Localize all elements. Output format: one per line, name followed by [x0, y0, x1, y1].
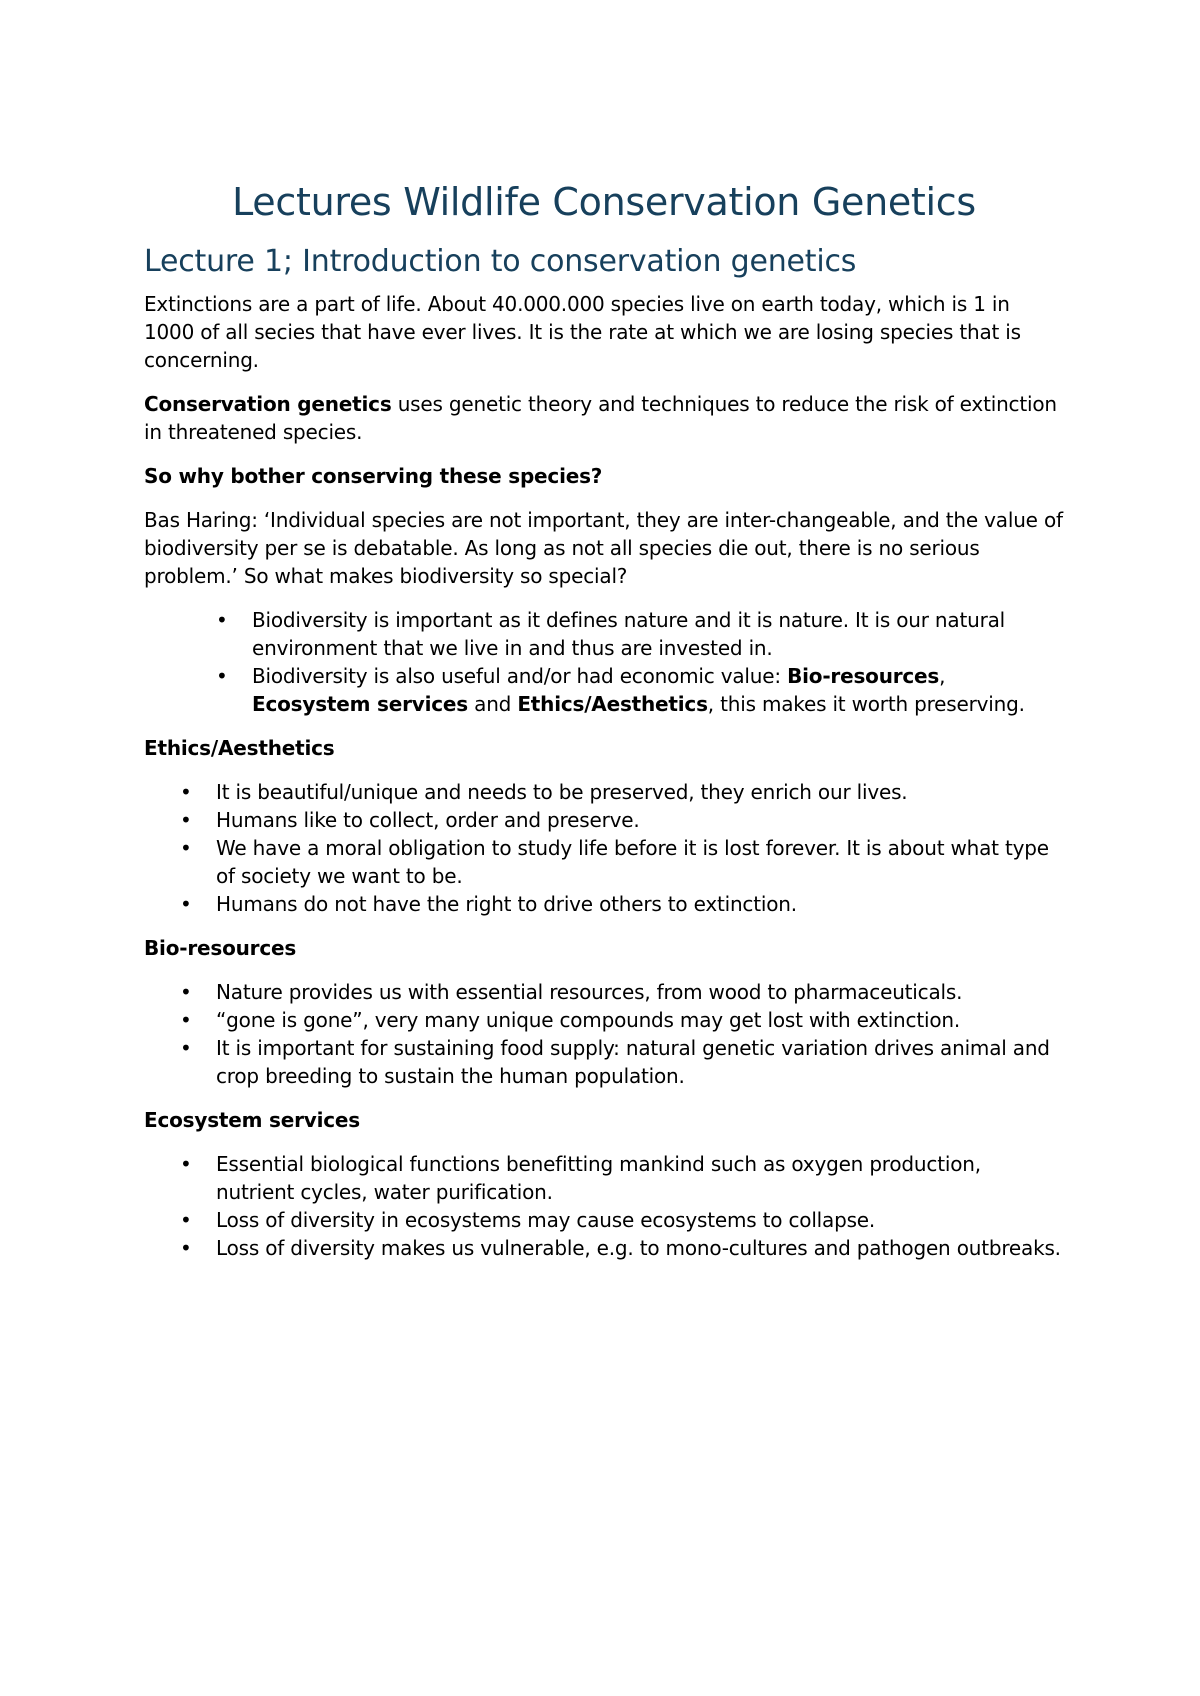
bullet-icon: • [180, 808, 192, 832]
quote-paragraph: Bas Haring: ‘Individual species are not important, they are inter-changeable, and the value of biodiversity per se is debatable. As long as not all species die out, there is no serious problem.’ So what makes biodiversity so special? [144, 508, 1063, 588]
intro-paragraph: Extinctions are a part of life. About 40.000.000 species live on earth today, which is 1 in 1000 of all secies that have ever lives. It is the rate at which we are losing species that is concerning. [144, 292, 1021, 372]
list-item-text: We have a moral obligation to study life before it is lost forever. It is about what type of society we want to be. [216, 836, 1049, 888]
list-item [144, 806, 1064, 834]
bold-term-bioresources: Bio-resources [787, 664, 940, 688]
ethics-list [144, 778, 1064, 918]
list-item [144, 890, 1064, 918]
list-item-text: Biodiversity is important as it defines nature and it is nature. It is our natural environment that we live in and thus are invested in. [252, 608, 1006, 660]
list-item [144, 1150, 1064, 1206]
list-item [144, 1034, 1064, 1090]
bullet-icon: • [180, 1036, 192, 1060]
bullet-icon: • [180, 780, 192, 804]
list-item [144, 778, 1064, 806]
list-item [144, 662, 1064, 718]
lecture-heading: Lecture 1; Introduction to conservation genetics [144, 244, 857, 279]
list-item-text: Loss of diversity in ecosystems may cause ecosystems to collapse. [216, 1208, 876, 1232]
list-item-text: It is beautiful/unique and needs to be preserved, they enrich our lives. [216, 780, 908, 804]
list-item [144, 1006, 1064, 1034]
list-item-text: “gone is gone”, very many unique compounds may get lost with extinction. [216, 1008, 960, 1032]
separator-text: , [939, 664, 946, 688]
list-item-text: Humans like to collect, order and preserve. [216, 808, 640, 832]
list-item-text: Nature provides us with essential resources, from wood to pharmaceuticals. [216, 980, 963, 1004]
conservation-definition: uses genetic theory and techniques to reduce the risk of extinction in threatened species. [144, 392, 1057, 444]
bullet-icon: • [216, 664, 228, 688]
bioresources-list [144, 978, 1064, 1090]
bullet-icon: • [180, 1152, 192, 1176]
list-item [144, 1234, 1064, 1262]
conservation-term: Conservation genetics [144, 392, 392, 416]
bold-term-ethics: Ethics/Aesthetics [517, 692, 708, 716]
ecosystem-heading: Ecosystem services [144, 1108, 360, 1132]
document-title: Lectures Wildlife Conservation Genetics [232, 180, 976, 224]
conservation-paragraph [144, 390, 1064, 446]
list-item-text: It is important for sustaining food supply: natural genetic variation drives animal and crop breeding to sustain the human population. [216, 1036, 1050, 1088]
bullet-icon: • [216, 608, 228, 632]
bullet-icon: • [180, 836, 192, 860]
list-item-text: Essential biological functions benefitting mankind such as oxygen production, nutrient cycles, water purification. [216, 1152, 981, 1204]
list-item-text: , this makes it worth preserving. [707, 692, 1025, 716]
list-item-text: Loss of diversity makes us vulnerable, e.g. to mono-cultures and pathogen outbreaks. [216, 1236, 1061, 1260]
bullet-icon: • [180, 892, 192, 916]
list-item [144, 834, 1064, 890]
bioresources-heading: Bio-resources [144, 936, 297, 960]
question-heading: So why bother conserving these species? [144, 464, 603, 488]
bullet-icon: • [180, 980, 192, 1004]
list-item [144, 1206, 1064, 1234]
list-item [144, 978, 1064, 1006]
list-item-text: Biodiversity is also useful and/or had economic value: [252, 664, 788, 688]
bullet-icon: • [180, 1208, 192, 1232]
bullet-icon: • [180, 1236, 192, 1260]
document-body [144, 176, 1064, 1278]
bold-term-ecosystem: Ecosystem services [252, 692, 468, 716]
ethics-heading: Ethics/Aesthetics [144, 736, 335, 760]
list-item-text: Humans do not have the right to drive others to extinction. [216, 892, 797, 916]
biodiversity-list [144, 606, 1064, 718]
list-item [144, 606, 1064, 662]
ecosystem-list [144, 1150, 1064, 1262]
separator-text: and [467, 692, 518, 716]
bullet-icon: • [180, 1008, 192, 1032]
